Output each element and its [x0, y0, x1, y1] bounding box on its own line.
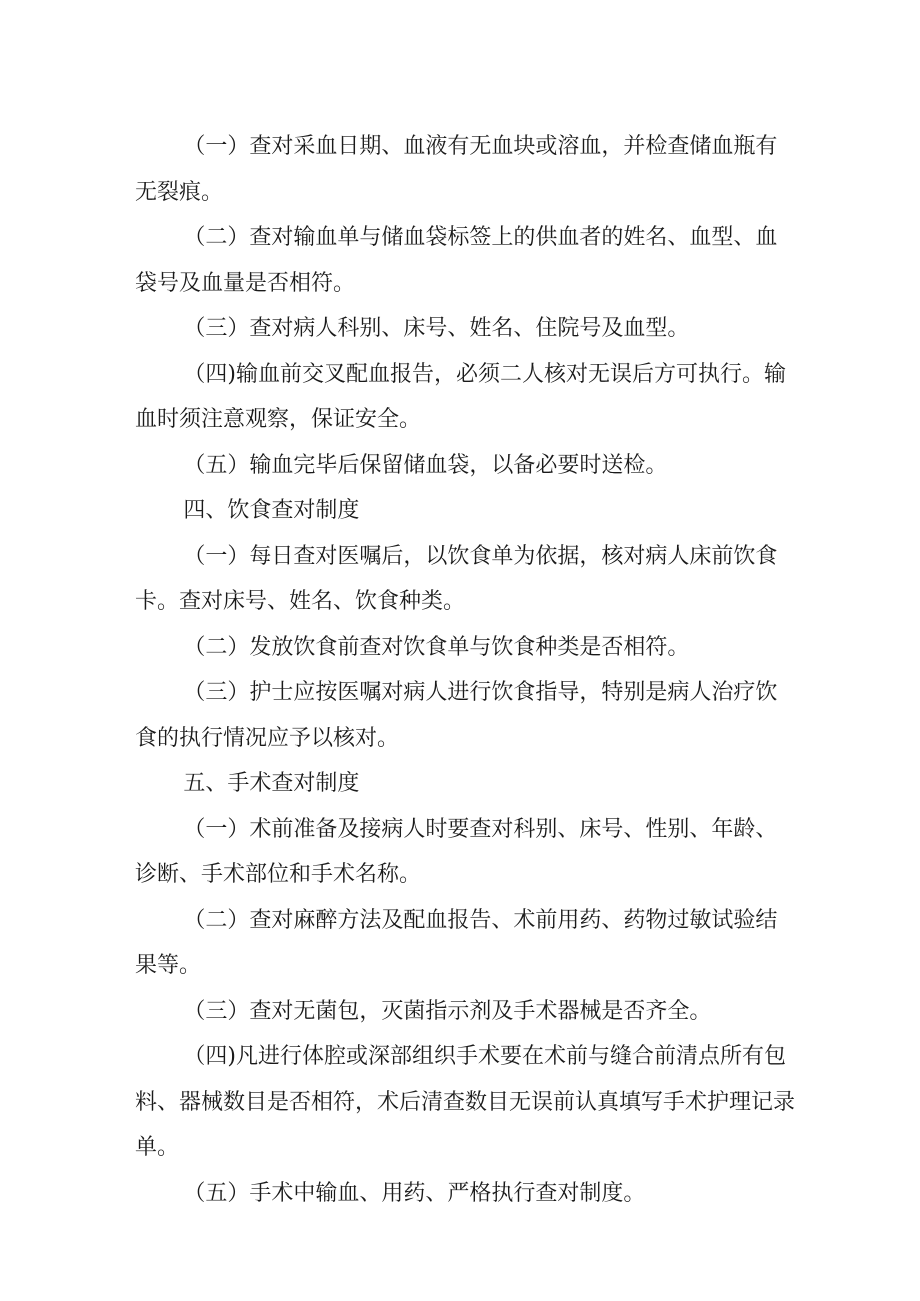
paragraph-blood-check-3: （三）查对病人科别、床号、姓名、住院号及血型。: [183, 316, 690, 341]
paragraph-surgery-check-1: （一）术前准备及接病人时要查对科别、床号、性别、年龄、诊断、手术部位和手术名称。: [135, 816, 778, 887]
section-heading-surgery-check: 五、手术查对制度: [183, 771, 360, 796]
paragraph-surgery-check-2: （二）查对麻醉方法及配血报告、术前用药、药物过敏试验结果等。: [135, 907, 778, 978]
paragraph-surgery-check-4: （四)凡进行体腔或深部组织手术要在术前与缝合前清点所有包料、器械数目是否相符，术后清查数目无误前认真填写手术护理记录单。: [135, 1044, 796, 1160]
paragraph-surgery-check-3: （三）查对无菌包，灭菌指示剂及手术器械是否齐全。: [183, 998, 712, 1024]
paragraph-diet-check-2: （二）发放饮食前查对饮食单与饮食种类是否相符。: [183, 634, 690, 660]
paragraph-blood-check-4: （四)输血前交叉配血报告，必须二人核对无误后方可执行。输血时须注意观察，保证安全。: [135, 361, 786, 432]
paragraph-surgery-check-5: （五）手术中输血、用药、严格执行查对制度。: [183, 1180, 646, 1206]
paragraph-blood-check-5: （五）输血完毕后保留储血袋，以备必要时送检。: [183, 452, 668, 478]
paragraph-blood-check-2: （二）查对输血单与储血袋标签上的供血者的姓名、血型、血袋号及血量是否相符。: [135, 225, 778, 296]
document-body: [135, 124, 795, 1216]
paragraph-diet-check-1: （一）每日查对医嘱后，以饮食单为依据，核对病人床前饮食卡。查对床号、姓名、饮食种类。: [135, 543, 778, 614]
section-heading-diet-check: 四、饮食查对制度: [183, 498, 360, 523]
paragraph-diet-check-3: （三）护士应按医嘱对病人进行饮食指导，特别是病人治疗饮食的执行情况应予以核对。: [135, 680, 778, 751]
paragraph-blood-check-1: （一）查对采血日期、血液有无血块或溶血，并检查储血瓶有无裂痕。: [135, 134, 778, 205]
